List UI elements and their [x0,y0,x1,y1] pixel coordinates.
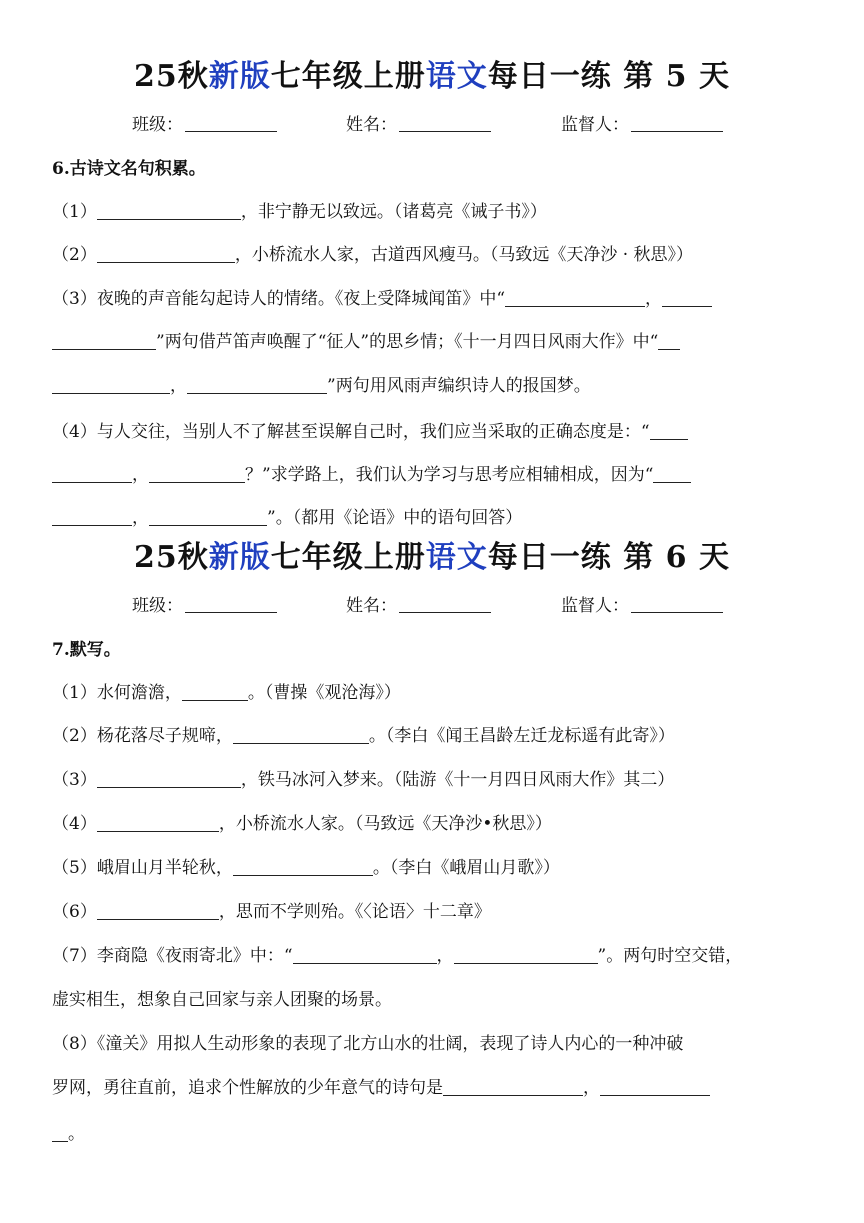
answer-blank[interactable] [505,287,645,307]
question-line [52,942,814,970]
day6-title [0,538,864,578]
answer-blank[interactable] [97,200,241,220]
title-part: 每日一练 第 5 天 [487,59,730,94]
answer-blank[interactable] [52,330,156,350]
class-field[interactable] [132,591,277,621]
question-line [52,679,814,707]
question-text: ， [645,289,663,309]
title-part: 每日一练 第 6 天 [487,540,730,575]
answer-blank[interactable] [97,243,235,263]
answer-blank[interactable] [454,944,598,964]
question-number: （3） [52,770,97,790]
class-blank[interactable] [185,113,277,132]
supervisor-blank[interactable] [631,594,723,613]
question-line [52,372,814,400]
answer-blank[interactable] [650,420,688,440]
question-line [52,722,814,750]
name-blank[interactable] [399,594,491,613]
question-text: 。（李白《闻王昌龄左迁龙标遥有此寄》） [368,726,675,746]
question-number: （4） [52,814,97,834]
question-text: ”两句借芦笛声唤醒了“征人”的思乡情；《十一月四日风雨大作》中“ [156,332,659,352]
supervisor-label: 监督人： [561,115,629,135]
answer-blank[interactable] [149,463,245,483]
question-text: ，小桥流水人家，古道西风瘦马。（马致远《天净沙 · 秋思》） [234,245,694,265]
answer-blank[interactable] [97,812,219,832]
question-text: （1）水何澹澹， [52,683,182,703]
question-text: 。（李白《峨眉山月歌》） [372,858,560,878]
question-text: （7）李商隐《夜雨寄北》中：“ [52,946,293,966]
question-text: ， [436,946,454,966]
answer-blank[interactable] [187,374,327,394]
question-text: ”。两句时空交错， [597,946,743,966]
question-number: （2） [52,245,97,265]
question-line [52,241,814,269]
title-part: 七年级上册 [270,59,426,94]
question-text: ”两句用风雨声编织诗人的报国梦。 [327,376,591,396]
question-text: ，铁马冰河入梦来。（陆游《十一月四日风雨大作》其二） [240,770,675,790]
question-number: （1） [52,202,97,222]
question-line [52,898,814,926]
question-text: ，思而不学则殆。《〈论语〉十二章》 [218,902,491,922]
name-label: 姓名： [346,115,397,135]
section-heading: 7.默写。 [52,640,121,660]
title-part: 25秋 [134,59,209,94]
question-line [52,854,814,882]
question-text: （5）峨眉山月半轮秋， [52,858,233,878]
question-text: ？”求学路上，我们认为学习与思考应相辅相成，因为“ [245,465,654,485]
answer-blank[interactable] [600,1076,710,1096]
question-text: ，小桥流水人家。（马致远《天净沙•秋思》） [218,814,552,834]
question-text: （4）与人交往，当别人不了解甚至误解自己时，我们应当采取的正确态度是：“ [52,422,650,442]
answer-blank[interactable] [52,506,132,526]
question-line [52,285,814,313]
title-part: 七年级上册 [270,540,426,575]
name-field[interactable] [346,591,491,621]
question-text: 。 [68,1124,85,1144]
question-line [52,504,814,532]
question-line [52,461,814,489]
supervisor-field[interactable] [561,591,723,621]
question-line [52,418,814,446]
answer-blank[interactable] [293,944,437,964]
supervisor-blank[interactable] [631,113,723,132]
day5-info-row [0,110,864,140]
question-line [52,198,814,226]
supervisor-label: 监督人： [561,596,629,616]
answer-blank[interactable] [52,463,132,483]
answer-blank[interactable] [233,856,373,876]
question-line [52,766,814,794]
answer-blank[interactable] [662,287,712,307]
question-line [52,1030,814,1058]
question-text: （2）杨花落尽子规啼， [52,726,233,746]
answer-blank[interactable] [97,900,219,920]
question-text: （3）夜晚的声音能勾起诗人的情绪。《夜上受降城闻笛》中“ [52,289,506,309]
class-blank[interactable] [185,594,277,613]
answer-blank[interactable] [97,768,241,788]
question-line [52,1120,814,1148]
class-label: 班级： [132,596,183,616]
supervisor-field[interactable] [561,110,723,140]
name-blank[interactable] [399,113,491,132]
day5-title [0,57,864,97]
question-text: ， [583,1078,600,1098]
answer-blank[interactable] [52,1122,68,1142]
question-line [52,810,814,838]
answer-blank[interactable] [653,463,691,483]
question-text: ，非宁静无以致远。（诸葛亮《诫子书》） [240,202,547,222]
question-text: 。（曹操《观沧海》） [247,683,401,703]
question-text: 罗网，勇往直前，追求个性解放的少年意气的诗句是 [52,1078,443,1098]
question-text: ， [132,465,149,485]
title-highlight: 语文 [425,540,488,575]
question-text: ， [170,376,187,396]
question-text: ， [132,508,149,528]
answer-blank[interactable] [658,330,680,350]
question-line [52,986,814,1014]
question-text: （8）《潼关》用拟人生动形象的表现了北方山水的壮阔，表现了诗人内心的一种冲破 [52,1034,684,1054]
title-highlight: 语文 [425,59,488,94]
class-label: 班级： [132,115,183,135]
name-label: 姓名： [346,596,397,616]
answer-blank[interactable] [149,506,267,526]
class-field[interactable] [132,110,277,140]
title-highlight: 新版 [208,59,271,94]
name-field[interactable] [346,110,491,140]
answer-blank[interactable] [233,724,369,744]
question-text: ”。（都用《论语》中的语句回答） [267,508,523,528]
answer-blank[interactable] [52,374,170,394]
question-line [52,328,814,356]
answer-blank[interactable] [443,1076,583,1096]
section-heading: 6.古诗文名句积累。 [52,159,206,179]
title-highlight: 新版 [208,540,271,575]
title-part: 25秋 [134,540,209,575]
question-line [52,1074,814,1102]
day6-info-row [0,591,864,621]
answer-blank[interactable] [182,681,248,701]
question-number: （6） [52,902,97,922]
question-text: 虚实相生，想象自己回家与亲人团聚的场景。 [52,990,392,1010]
